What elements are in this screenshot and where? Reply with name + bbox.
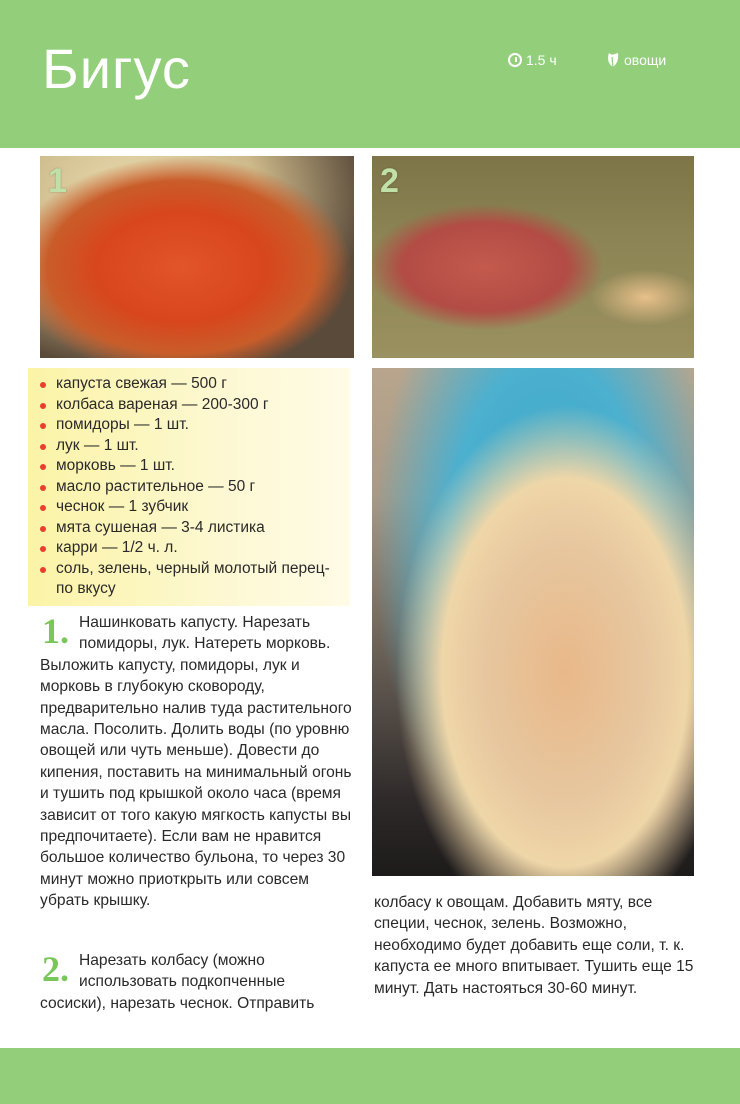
ingredient-item: морковь — 1 шт. [38, 456, 340, 477]
recipe-category-label: овощи [624, 52, 667, 68]
step-2-photo [372, 156, 694, 358]
step-text: Нарезать колбасу (можно использовать подкопченные сосиски), нарезать чеснок. Отправить [40, 952, 315, 1012]
recipe-title: Бигус [42, 37, 191, 100]
step-1 [40, 612, 352, 912]
ingredient-item: колбаса вареная — 200-300 г [38, 395, 340, 416]
ingredient-item: карри — 1/2 ч. л. [38, 538, 340, 559]
ingredient-item: масло растительное — 50 г [38, 477, 340, 498]
clock-icon [508, 53, 522, 67]
step-text: Нашинковать капусту. Нарезать помидоры, лук. Натереть морковь. Выложить капусту, помидоры, лук и морковь в глубокую сковороду, предварительно налив туда растительного масла. Посолить. Долить воды (по уровню овощей или чуть меньше). Довести до кипения, поставить на минимальный огонь и тушить под крышкой около часа (время зависит от того какую мягкость капусты вы предпочитаете). Если вам не нравится большое количество бульона, то через 30 минут можно приоткрыть или совсем убрать крышку. [40, 614, 352, 910]
ingredient-item: лук — 1 шт. [38, 436, 340, 457]
ingredients-box [28, 368, 350, 606]
leaf-icon [606, 52, 620, 68]
photo-number: 2 [380, 162, 399, 200]
cook-time-value: 1.5 ч [526, 52, 557, 68]
finished-dish-photo [372, 368, 694, 876]
step-number: 1. [42, 611, 69, 651]
cook-time [508, 52, 557, 68]
ingredient-item: мята сушеная — 3-4 листика [38, 518, 340, 539]
ingredient-item: помидоры — 1 шт. [38, 415, 340, 436]
photo-number: 1 [48, 162, 67, 200]
step-number: 2. [42, 949, 69, 989]
ingredient-item: капуста свежая — 500 г [38, 374, 340, 395]
recipe-category [606, 52, 666, 68]
ingredients-list [38, 374, 340, 600]
step-2 [40, 950, 352, 1014]
step-text: колбасу к овощам. Добавить мяту, все специи, чеснок, зелень. Возможно, необходимо будет добавить еще соли, т. к. капуста ее много впитывает. Тушить еще 15 минут. Дать настояться 30-60 минут. [374, 894, 694, 997]
step-2-continuation [374, 892, 696, 999]
footer-band [0, 1048, 740, 1104]
step-1-photo [40, 156, 354, 358]
ingredient-item: соль, зелень, черный молотый перец- по вкусу [38, 559, 340, 600]
ingredient-item: чеснок — 1 зубчик [38, 497, 340, 518]
header-band [0, 0, 740, 148]
